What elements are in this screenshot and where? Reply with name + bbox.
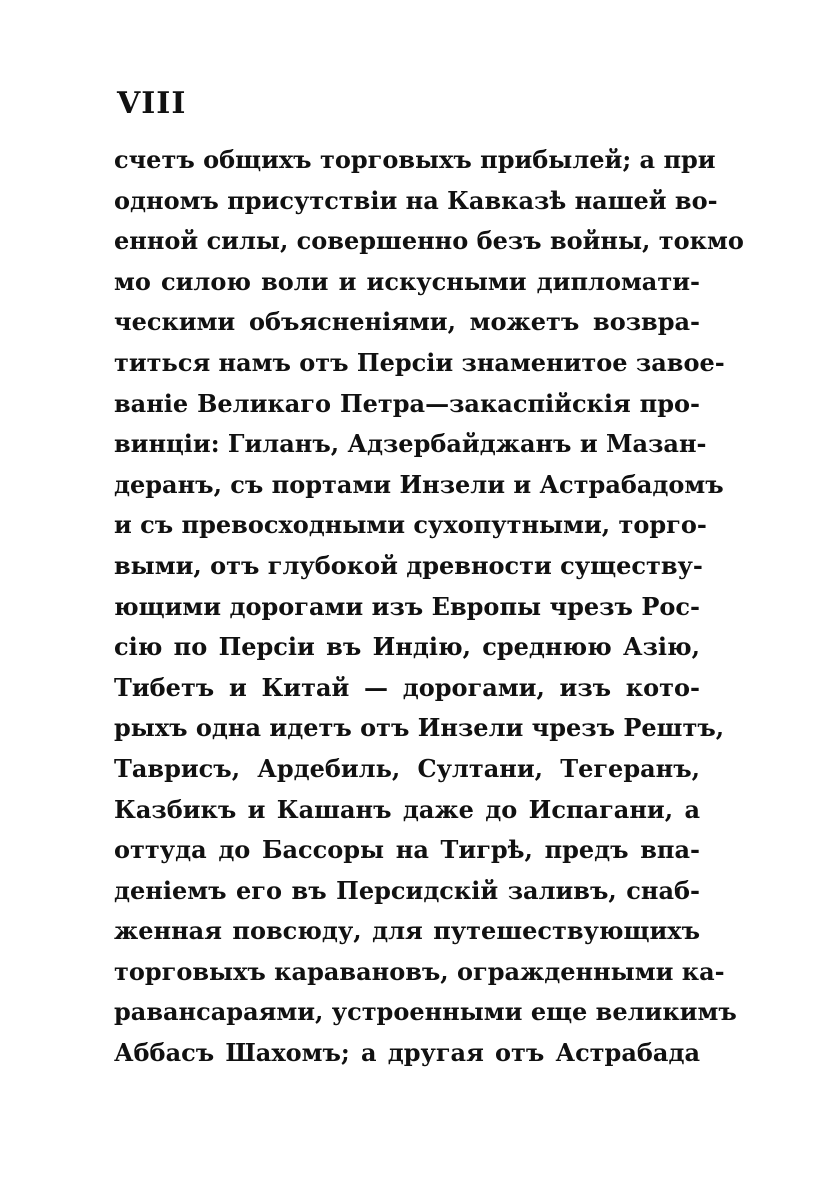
text-line: Тибетъ и Китай — дорогами, изъ кото- — [114, 672, 700, 702]
text-line: ческими объясненіями, можетъ возвра- — [114, 307, 700, 337]
text-line: одномъ присутствіи на Кавказѣ нашей во- — [114, 185, 718, 215]
text-line: енной силы, совершенно безъ войны, токмо — [114, 226, 744, 256]
text-line: сію по Персіи въ Индію, среднюю Азію, — [114, 632, 700, 662]
text-line: деніемъ его въ Персидскій заливъ, снаб- — [114, 875, 700, 905]
text-line: ющими дорогами изъ Европы чрезъ Рос- — [114, 591, 700, 621]
text-line: счетъ общихъ торговыхъ прибылей; а при — [114, 145, 716, 174]
text-line: винціи: Гиланъ, Адзербайджанъ и Мазан- — [114, 429, 707, 459]
text-line: рыхъ одна идетъ отъ Инзели чрезъ Рештъ, — [114, 713, 725, 743]
text-line: торговыхъ каравановъ, огражденными ка- — [114, 956, 725, 986]
text-line: деранъ, съ портами Инзели и Астрабадомъ — [114, 469, 724, 499]
text-line: ваніе Великаго Петра—закаспійскія про- — [114, 388, 700, 418]
text-line: Казбикъ и Кашанъ даже до Испагани, а — [114, 794, 700, 824]
text-line: и съ превосходными сухопутными, торго- — [114, 510, 707, 540]
text-line: выми, отъ глубокой древности существу- — [114, 550, 703, 580]
text-line: мо силою воли и искусными дипломати- — [114, 266, 700, 296]
text-line: женная повсюду, для путешествующихъ — [114, 916, 700, 946]
text-line: Аббасъ Шахомъ; а другая отъ Астрабада — [114, 1038, 700, 1068]
text-line: титься намъ отъ Персіи знаменитое завое- — [114, 347, 725, 377]
text-line: равансараями, устроенными еще великимъ — [114, 997, 737, 1027]
body-text — [114, 140, 744, 1074]
page-number: VIII — [117, 86, 187, 121]
text-line: оттуда до Бассоры на Тигрѣ, предъ впа- — [114, 835, 700, 865]
text-line: Таврисъ, Ардебиль, Султани, Тегеранъ, — [114, 753, 700, 783]
